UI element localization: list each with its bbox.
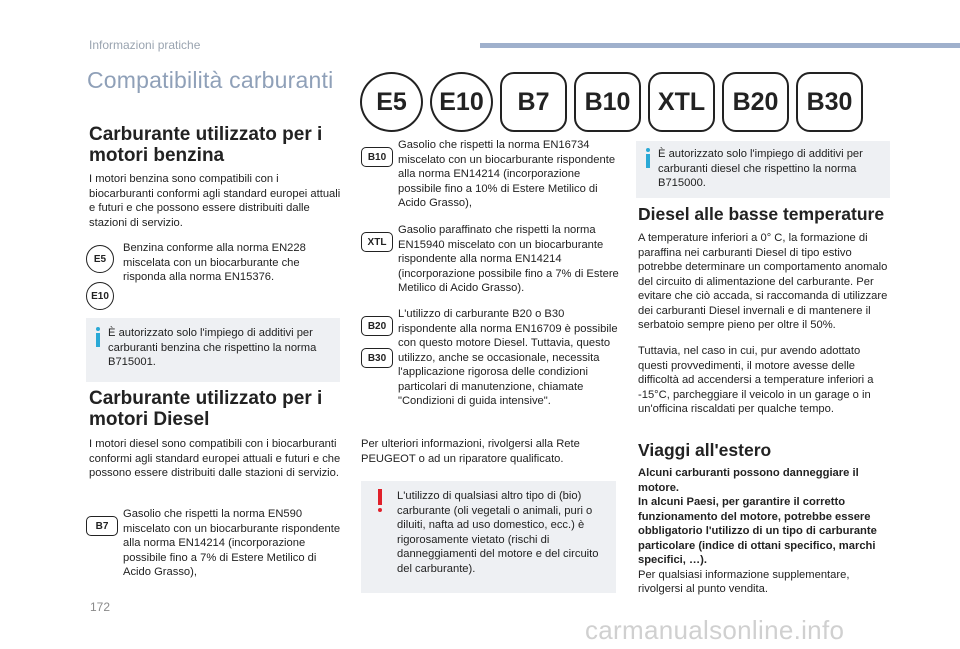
fuel-label-b30: B30 <box>796 72 863 132</box>
diesel-intro: I motori diesel sono compatibili con i biocarburanti conformi agli standard europei attuali e futuri e che possono essere distribuiti dalle stazioni di servizio. <box>89 438 341 479</box>
b10-desc: Gasolio che rispetti la norma EN16734 miscelato con un biocarburante rispondente alla norma EN14214 (incorporazione possibile fino a 10% di Estere Metilico di Acido Grasso), <box>398 139 616 209</box>
diesel-heading: Carburante utilizzato per i motori Diesel <box>89 388 323 430</box>
fuel-label-e5: E5 <box>360 72 423 132</box>
b20-b30-desc: L'utilizzo di carburante B20 o B30 rispondente alla norma EN16709 è possibile con questo motore Diesel. Tuttavia, questo utilizzo, anche se occasionale, necessita l'applicazione rigorosa delle condizioni particolari di manutenzione, chiamate "Condizioni di guida intensive". <box>398 308 618 407</box>
info-icon <box>96 327 100 331</box>
diesel-note-box <box>636 141 890 198</box>
info-icon <box>646 148 650 152</box>
fuel-label-b7: B7 <box>500 72 567 132</box>
section-label: Informazioni pratiche <box>89 38 201 52</box>
abroad-heading: Viaggi all'estero <box>638 440 772 460</box>
fuel-label-e10: E10 <box>430 72 493 132</box>
abroad-text <box>638 466 890 597</box>
tag-xtl: XTL <box>361 232 393 252</box>
info-icon-bar <box>96 333 100 347</box>
diesel-desc: Gasolio che rispetti la norma EN590 miscelato con un biocarburante rispondente alla norma EN14214 (incorporazione possibile fino a 7% di Estere Metilico di Acido Grasso), <box>123 508 341 578</box>
abroad-bold-1: Alcuni carburanti possono danneggiare il motore. <box>638 467 859 494</box>
petrol-intro: I motori benzina sono compatibili con i biocarburanti conformi agli standard europei attuali e futuri e che possono essere distribuiti dalle stazioni di servizio. <box>89 173 341 229</box>
fuel-label-xtl: XTL <box>648 72 715 132</box>
tag-b7: B7 <box>86 516 118 536</box>
tag-b20: B20 <box>361 316 393 336</box>
tag-b30: B30 <box>361 348 393 368</box>
warning-icon-dot <box>378 508 382 512</box>
tag-e10: E10 <box>86 282 114 310</box>
abroad-normal: Per qualsiasi informazione supplementare, rivolgersi al punto vendita. <box>638 568 850 595</box>
petrol-heading: Carburante utilizzato per i motori benzina <box>89 124 323 166</box>
page-title: Compatibilità carburanti <box>87 67 334 93</box>
cold-text-2: Tuttavia, nel caso in cui, pur avendo adottato questi provvedimenti, il motore avesse delle difficoltà ad accendersi a temperature inferiori a -15°C, parcheggiare il veicolo in un garage o in un'officina riscaldati per qualche tempo. <box>638 345 874 415</box>
petrol-note-box <box>86 318 340 382</box>
more-info-text: Per ulteriori informazioni, rivolgersi alla Rete PEUGEOT o ad un riparatore qualificato. <box>361 438 580 465</box>
tag-b10: B10 <box>361 147 393 167</box>
tag-e5: E5 <box>86 245 114 273</box>
petrol-note: È autorizzato solo l'impiego di additivi per carburanti benzina che rispettino la norma B715001. <box>108 327 317 368</box>
watermark: carmanualsonline.info <box>585 615 845 645</box>
cold-text-1: A temperature inferiori a 0° C, la formazione di paraffina nei carburanti Diesel di tipo estivo potrebbe determinare un comportamento anomalo del circuito di alimentazione del carburante. Per evitare che ciò accada, si raccomanda di utilizzare dei carburanti Diesel invernali e di mantenere il serbatoio sempre pieno per oltre il 50%. <box>638 232 888 331</box>
cold-heading: Diesel alle basse temperature <box>638 204 885 224</box>
fuel-labels-row <box>360 72 863 132</box>
info-icon-bar <box>646 154 650 168</box>
xtl-desc: Gasolio paraffinato che rispetti la norma EN15940 miscelato con un biocarburante rispondente alla norma EN14214 (incorporazione possibile fino a 7% di Estere Metilico di Acido Grasso). <box>398 224 619 294</box>
fuel-label-b10: B10 <box>574 72 641 132</box>
warning-icon <box>378 489 382 505</box>
warning-box <box>361 481 616 593</box>
warning-text: L'utilizzo di qualsiasi altro tipo di (bio) carburante (oli vegetali o animali, puri o diluiti, nafta ad uso domestico, ecc.) è rigorosamente vietato (rischi di danneggiamenti del motore e del circuito del carburante). <box>397 490 599 575</box>
page-number: 172 <box>90 600 111 614</box>
diesel-note: È autorizzato solo l'impiego di additivi per carburanti diesel che rispettino la norma B715000. <box>658 148 863 189</box>
fuel-label-b20: B20 <box>722 72 789 132</box>
petrol-desc: Benzina conforme alla norma EN228 miscelata con un biocarburante che risponda alla norma EN15376. <box>123 242 306 283</box>
abroad-bold-2: In alcuni Paesi, per garantire il corretto funzionamento del motore, potrebbe essere obbligatorio l'utilizzo di un tipo di carburante particolare (indice di ottani specifico, marchi specifici, …). <box>638 496 877 566</box>
header-bar <box>480 43 960 48</box>
